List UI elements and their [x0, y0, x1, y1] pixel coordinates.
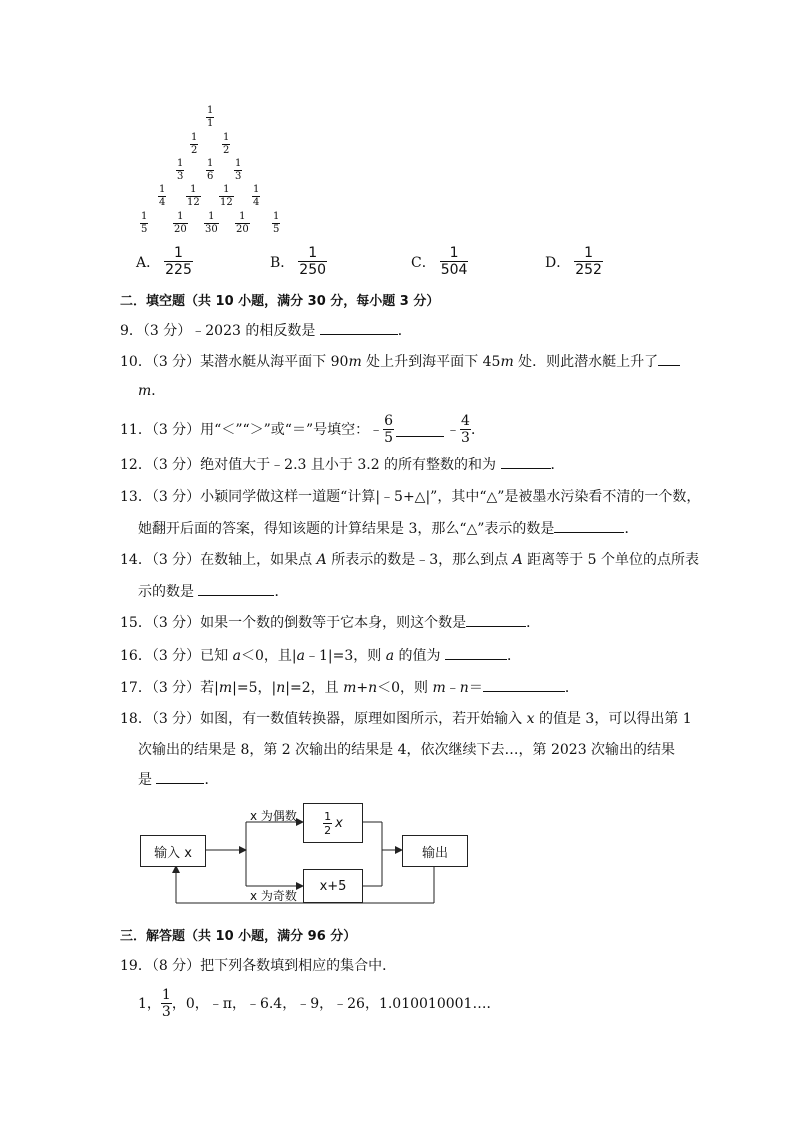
harmonic-triangle	[0, 0, 794, 240]
option-a[interactable]: A． $\frac{1}{225}$	[136, 245, 192, 278]
odd-label: x 为奇数	[250, 889, 297, 903]
fraction-six-fifths: $\frac{6}{5}$	[384, 413, 394, 446]
option-c-fraction: $\frac{1}{504}$	[440, 245, 468, 278]
question-10-line2: m．	[138, 383, 166, 399]
tri-frac: $\frac{1}{3}$	[235, 158, 242, 182]
option-d[interactable]: D． $\frac{1}{252}$	[545, 245, 602, 278]
section-2-title: 二．填空题（共 10 小题，满分 30 分，每小题 3 分）	[120, 294, 440, 309]
option-d-fraction: $\frac{1}{252}$	[575, 245, 602, 278]
question-13-line2: 她翻开后面的答案，得知该题的计算结果是 3，那么“△”表示的数是 ．	[138, 518, 638, 539]
question-9: 9．（3 分）﹣2023 的相反数是 ．	[120, 320, 412, 341]
fraction-four-thirds: $\frac{4}{3}$	[461, 413, 470, 446]
answer-blank[interactable]	[483, 677, 565, 692]
diagram-connectors	[0, 795, 794, 915]
option-a-fraction: $\frac{1}{225}$	[165, 245, 192, 278]
tri-frac: $\frac{1}{30}$	[205, 211, 218, 235]
option-b-fraction: $\frac{1}{250}$	[299, 245, 327, 278]
tri-frac: $\frac{1}{12}$	[187, 184, 200, 208]
tri-frac: $\frac{1}{5}$	[273, 211, 280, 235]
question-19: 19．（8 分）把下列各数填到相应的集合中．	[120, 958, 397, 974]
x-plus-five-box: x+5	[303, 869, 363, 903]
answer-blank[interactable]	[198, 581, 274, 596]
answer-blank[interactable]	[658, 351, 680, 366]
question-18: 18．（3 分）如图，有一数值转换器，原理如图所示，若开始输入 x 的值是 3，可以得出第 1	[120, 711, 692, 727]
tri-frac: $\frac{1}{6}$	[207, 158, 214, 182]
answer-blank[interactable]	[445, 645, 507, 660]
option-c[interactable]: C． $\frac{1}{504}$	[411, 245, 468, 278]
question-13: 13．（3 分）小颖同学做这样一道题“计算|﹣5+△|”，其中“△”是被墨水污染看不清的一个数，	[120, 489, 701, 505]
question-16: 16．（3 分）已知 a＜0，且|a﹣1|=3，则 a 的值为 ．	[120, 645, 521, 666]
even-label: x 为偶数	[250, 809, 297, 823]
answer-blank[interactable]	[156, 769, 204, 784]
tri-frac: $\frac{1}{1}$	[207, 105, 214, 129]
question-18-line3: 是 ．	[138, 769, 218, 790]
question-15: 15．（3 分）如果一个数的倒数等于它本身，则这个数是 ．	[120, 612, 540, 633]
tri-frac: $\frac{1}{5}$	[141, 211, 148, 235]
half-x-box: $\frac{1}{2}$ x	[303, 803, 363, 843]
question-10: 10．（3 分）某潜水艇从海平面下 90m 处上升到海平面下 45m 处．则此潜水艇上升了	[120, 351, 680, 372]
answer-blank[interactable]	[466, 612, 526, 627]
tri-frac: $\frac{1}{12}$	[220, 184, 233, 208]
tri-frac: $\frac{1}{4}$	[253, 184, 260, 208]
section-3-title: 三．解答题（共 10 小题，满分 96 分）	[120, 929, 357, 944]
question-14-line2: 示的数是 ．	[138, 581, 288, 602]
number-converter-diagram	[0, 795, 794, 915]
tri-frac: $\frac{1}{2}$	[191, 132, 198, 156]
option-b[interactable]: B． $\frac{1}{250}$	[270, 245, 327, 278]
tri-frac: $\frac{1}{3}$	[177, 158, 184, 182]
tri-frac: $\frac{1}{2}$	[223, 132, 230, 156]
tri-frac: $\frac{1}{20}$	[236, 211, 249, 235]
answer-blank[interactable]	[396, 422, 444, 437]
fraction-one-third: $\frac{1}{3}$	[161, 987, 171, 1020]
output-box: 输出	[402, 835, 468, 867]
question-19-numbers: 1， $\frac{1}{3}$ ，0，﹣π，﹣6.4，﹣9，﹣26，1.010010001…．	[138, 987, 501, 1020]
question-17: 17．（3 分）若|m|=5，|n|=2，且 m+n＜0，则 m﹣n＝ ．	[120, 677, 579, 698]
answer-blank[interactable]	[501, 454, 551, 469]
question-11: 11．（3 分）用“＜”“＞”或“＝”号填空：﹣ $\frac{6}{5}$ ﹣ $\frac{4}{3}$ ．	[120, 413, 485, 446]
tri-frac: $\frac{1}{20}$	[174, 211, 187, 235]
question-12: 12．（3 分）绝对值大于﹣2.3 且小于 3.2 的所有整数的和为 ．	[120, 454, 565, 475]
half-fraction: $\frac{1}{2}$	[324, 809, 332, 837]
tri-frac: $\frac{1}{4}$	[159, 184, 166, 208]
answer-blank[interactable]	[554, 518, 624, 533]
answer-blank[interactable]	[320, 320, 398, 335]
question-18-line2: 次输出的结果是 8，第 2 次输出的结果是 4，依次继续下去…，第 2023 次输出的结果	[138, 742, 676, 758]
input-box: 输入 x	[140, 835, 206, 867]
question-14: 14．（3 分）在数轴上，如果点 A 所表示的数是﹣3，那么到点 A 距离等于 5 个单位的点所表	[120, 552, 699, 568]
